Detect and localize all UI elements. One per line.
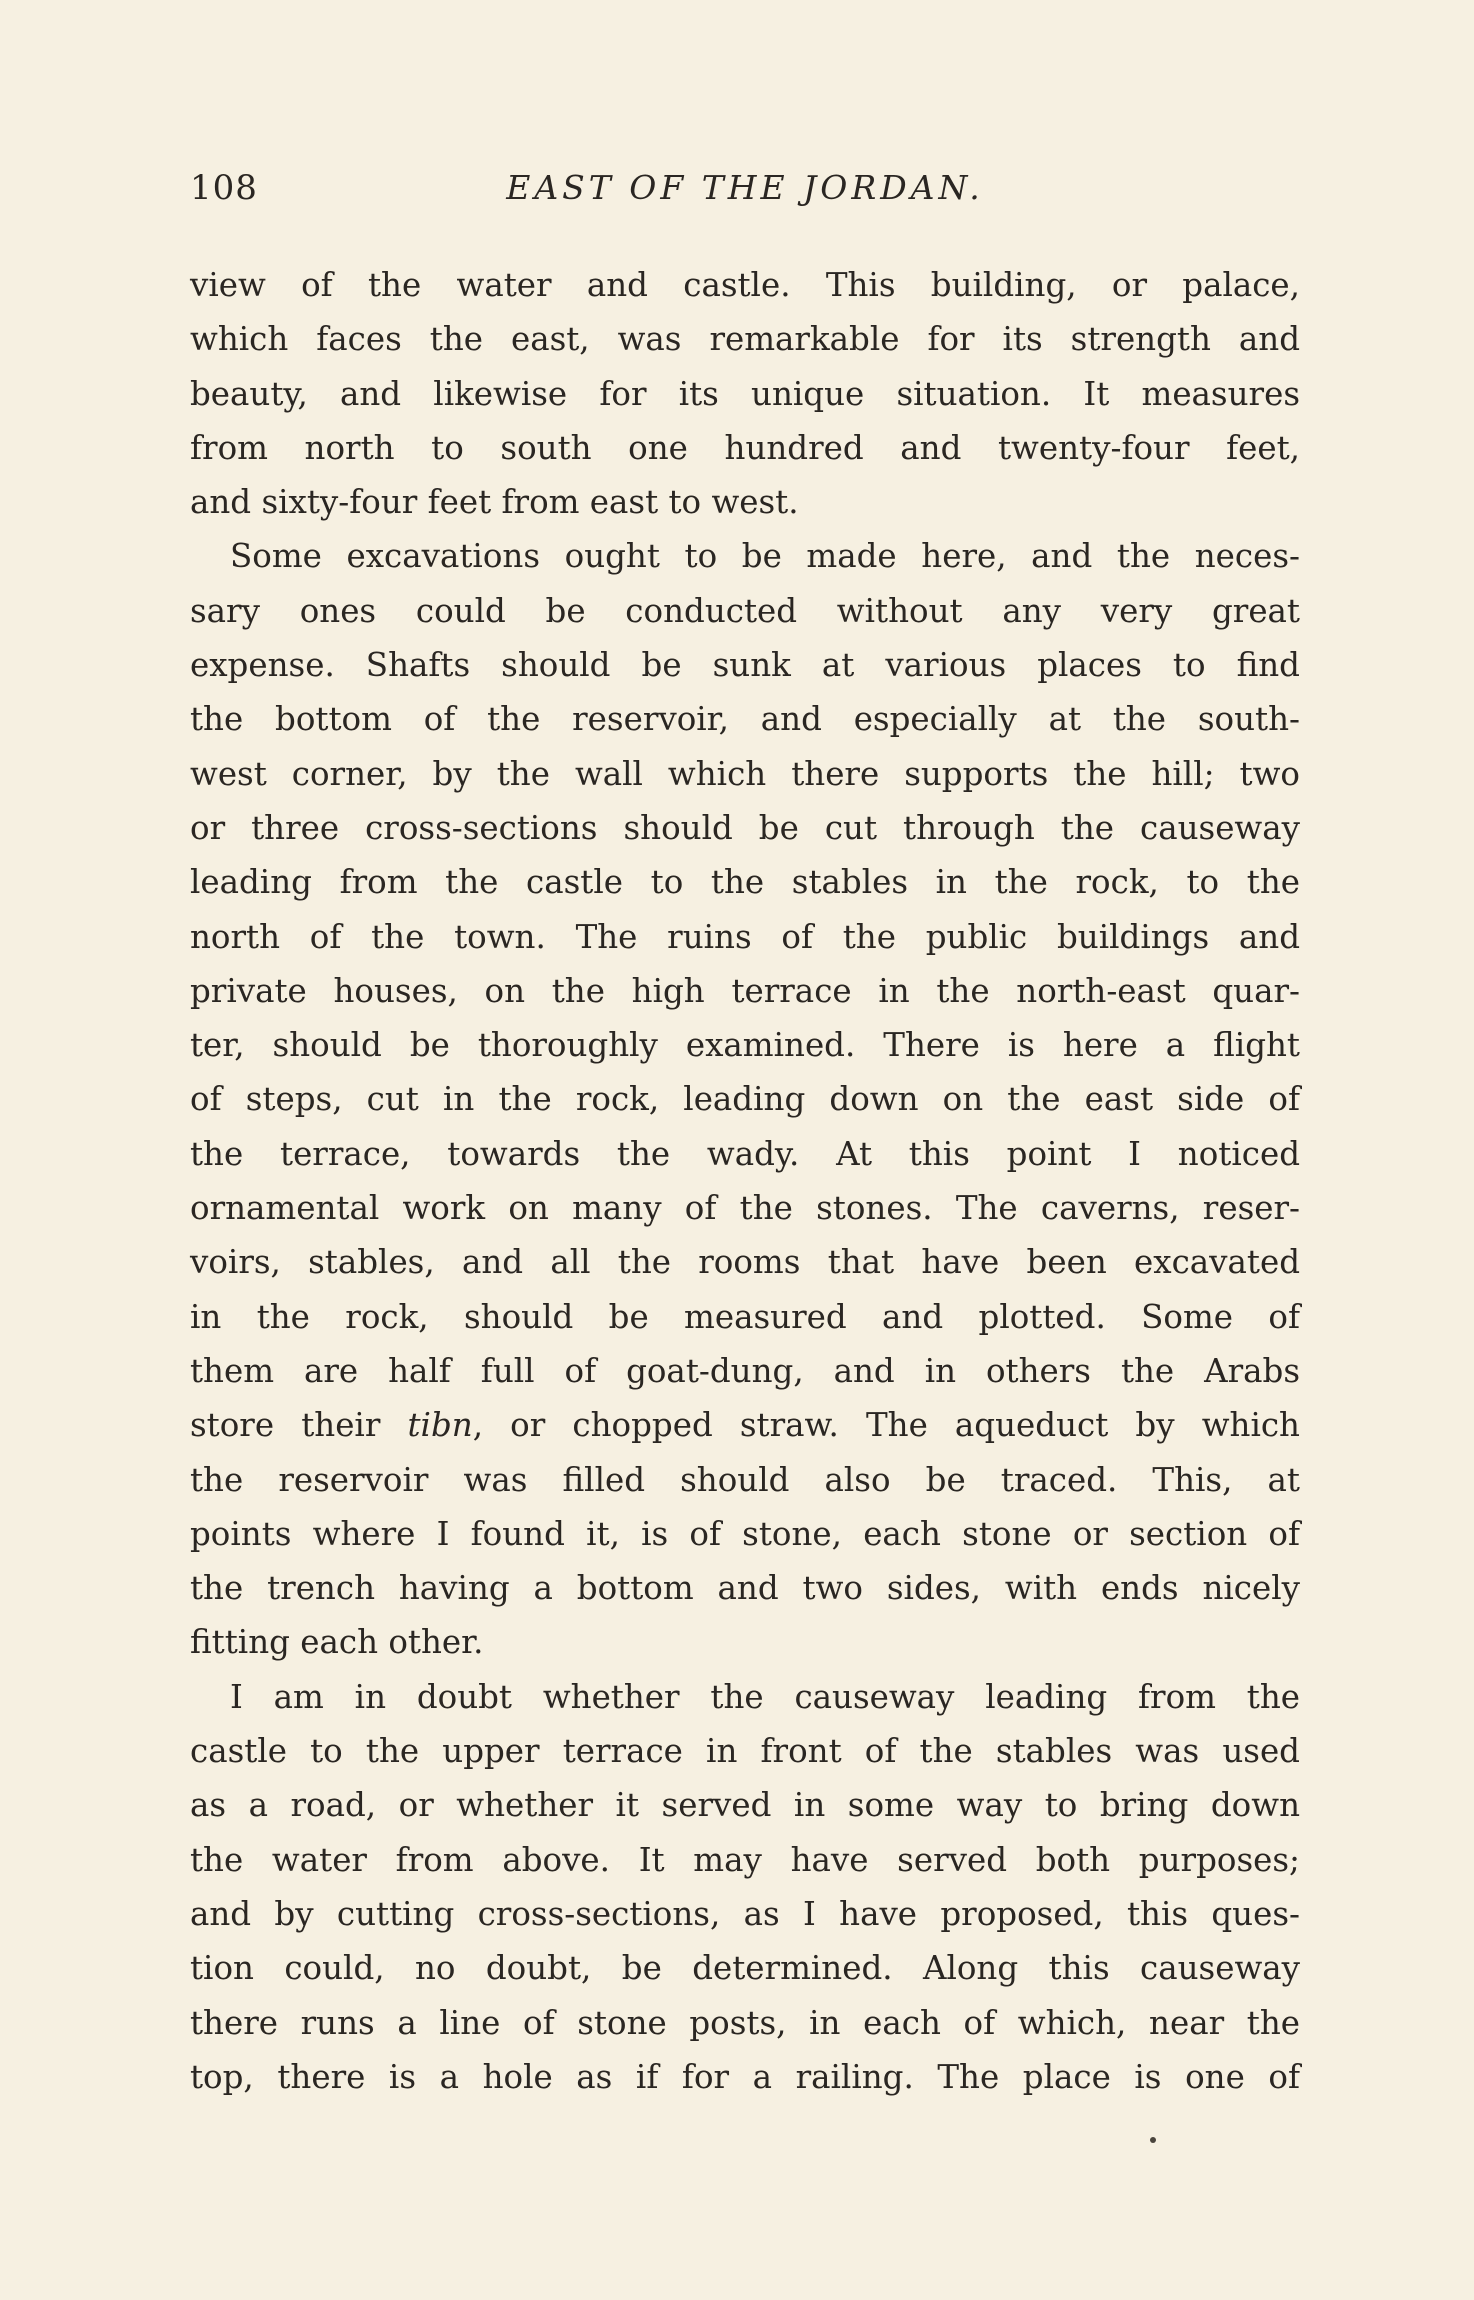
text-line: west corner, by the wall which there supports the hill; two (190, 754, 1300, 793)
running-title: EAST OF THE JORDAN. (506, 168, 984, 207)
text-line: the bottom of the reservoir, and especially at the south- (190, 700, 1300, 739)
text-line: fitting each other. (190, 1623, 484, 1662)
text-line: I am in doubt whether the causeway leading from the (230, 1677, 1300, 1716)
text-line: leading from the castle to the stables in the rock, to the (190, 863, 1300, 902)
ink-speck (1150, 2137, 1156, 2143)
text-line: store their tibn, or chopped straw. The aqueduct by which (190, 1406, 1300, 1445)
text-line: view of the water and castle. This building, or palace, (190, 266, 1300, 304)
text-line: the trench having a bottom and two sides, with ends nicely (190, 1569, 1300, 1608)
text-line: ter, should be thoroughly examined. There is here a flight (190, 1026, 1300, 1065)
text-line: expense. Shafts should be sunk at various places to find (190, 646, 1300, 685)
text-line: or three cross-sections should be cut through the causeway (190, 808, 1300, 847)
page-header (190, 168, 1300, 228)
text-line: from north to south one hundred and twenty-four feet, (190, 428, 1300, 467)
text-line: in the rock, should be measured and plotted. Some of (190, 1297, 1300, 1336)
text-line: castle to the upper terrace in front of the stables was used (190, 1732, 1300, 1771)
text-line: which faces the east, was remarkable for its strength and (190, 320, 1300, 359)
text-line: as a road, or whether it served in some way to bring down (190, 1786, 1300, 1825)
text-line: them are half full of goat-dung, and in others the Arabs (190, 1351, 1300, 1390)
text-line: beauty, and likewise for its unique situation. It measures (190, 374, 1300, 413)
body-text (190, 258, 1300, 2104)
page-number: 108 (190, 168, 258, 208)
text-line: the terrace, towards the wady. At this point I noticed (190, 1134, 1300, 1173)
text-line: there runs a line of stone posts, in each of which, near the (190, 2003, 1300, 2042)
text-line: north of the town. The ruins of the public buildings and (190, 917, 1300, 956)
text-line: and by cutting cross-sections, as I have proposed, this ques- (190, 1894, 1300, 1933)
text-line: Some excavations ought to be made here, and the neces- (230, 537, 1300, 576)
text-line: the water from above. It may have served both purposes; (190, 1840, 1300, 1879)
text-line: the reservoir was filled should also be traced. This, at (190, 1460, 1300, 1499)
text-line: private houses, on the high terrace in the north-east quar- (190, 971, 1300, 1010)
text-line: top, there is a hole as if for a railing. The place is one of (190, 2057, 1300, 2096)
text-line: sary ones could be conducted without any very great (190, 591, 1300, 630)
text-line: tion could, no doubt, be determined. Along this causeway (190, 1949, 1300, 1988)
text-line: points where I found it, is of stone, each stone or section of (190, 1514, 1300, 1553)
italic-word: tibn (407, 1406, 473, 1445)
text-line: and sixty-four feet from east to west. (190, 483, 799, 522)
text-line: voirs, stables, and all the rooms that have been excavated (190, 1243, 1300, 1282)
text-line: of steps, cut in the rock, leading down on the east side of (190, 1080, 1300, 1119)
text-line: ornamental work on many of the stones. The caverns, reser- (190, 1189, 1300, 1228)
